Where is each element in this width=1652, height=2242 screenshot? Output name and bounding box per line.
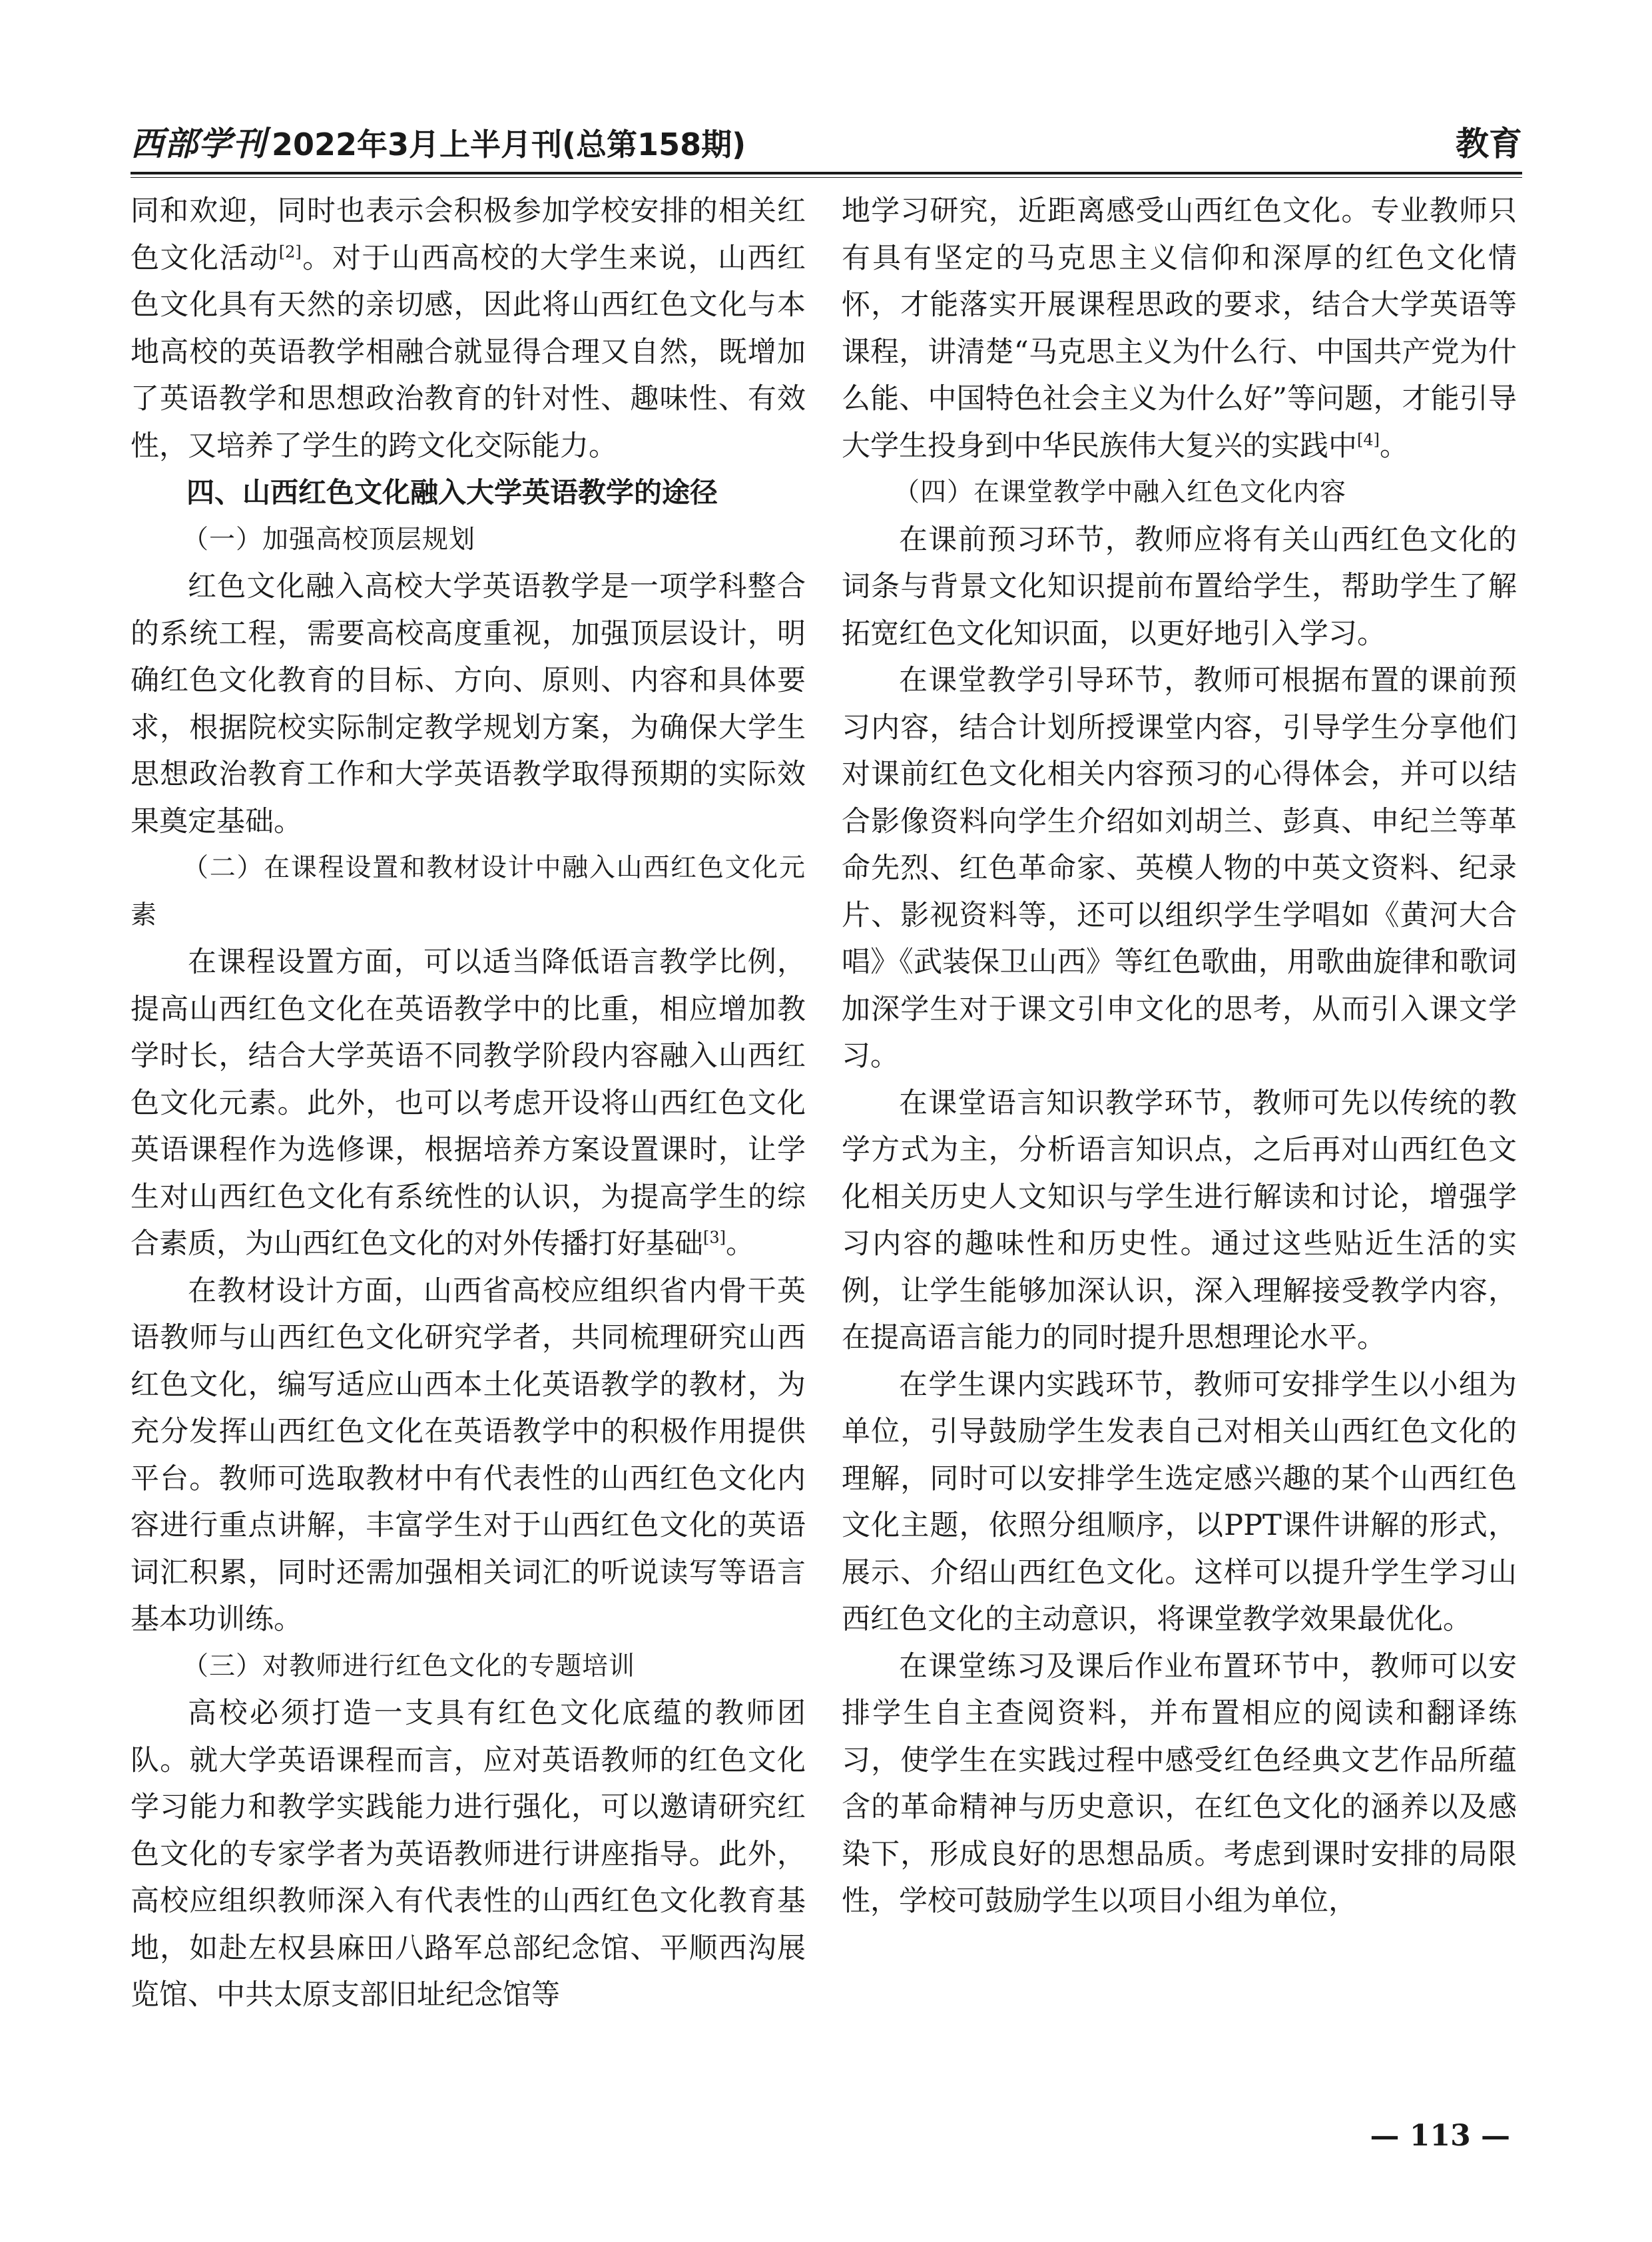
citation: [4] <box>1357 430 1380 449</box>
issue-info: 2022年3月上半月刊(总第158期) <box>272 127 746 162</box>
citation: [2] <box>278 242 302 262</box>
paragraph: 同和欢迎，同时也表示会积极参加学校安排的相关红色文化活动[2]。对于山西高校的大学生来说，山西红色文化具有天然的亲切感，因此将山西红色文化与本地高校的英语教学相融合就显得合理又自然，既增加了英语教学和思想政治教育的针对性、趣味性、有效性，又培养了学生的跨文化交际能力。 <box>131 194 806 463</box>
running-header <box>131 113 1522 165</box>
paragraph: 红色文化融入高校大学英语教学是一项学科整合的系统工程，需要高校高度重视，加强顶层设计，明确红色文化教育的目标、方向、原则、内容和具体要求，根据院校实际制定教学规划方案，为确保大学生思想政治教育工作和大学英语教学取得预期的实际效果奠定基础。 <box>131 570 806 838</box>
right-column <box>842 188 1517 1925</box>
paragraph: 高校必须打造一支具有红色文化底蕴的教师团队。就大学英语课程而言，应对英语教师的红色文化学习能力和教学实践能力进行强化，可以邀请研究红色文化的专家学者为英语教师进行讲座指导。此外，高校应组织教师深入有代表性的山西红色文化教育基地，如赴左权县麻田八路军总部纪念馆、平顺西沟展览馆、中共太原支部旧址纪念馆等 <box>131 1697 806 2012</box>
subsection-heading: （一）加强高校顶层规划 <box>182 524 476 555</box>
paragraph: 在课前预习环节，教师应将有关山西红色文化的词条与背景文化知识提前布置给学生，帮助学生了解拓宽红色文化知识面，以更好地引入学习。 <box>842 523 1517 651</box>
paragraph: 在课堂语言知识教学环节，教师可先以传统的教学方式为主，分析语言知识点，之后再对山西红色文化相关历史人文知识与学生进行解读和讨论，增强学习内容的趣味性和历史性。通过这些贴近生活的实例，让学生能够加深认识，深入理解接受教学内容，在提高语言能力的同时提升思想理论水平。 <box>842 1086 1517 1354</box>
section-label: 教育 <box>1456 125 1522 163</box>
section-heading: 四、山西红色文化融入大学英语教学的途径 <box>186 476 718 509</box>
header-rule <box>131 172 1522 174</box>
subsection-heading: （四）在课堂教学中融入红色文化内容 <box>894 477 1347 507</box>
header-rule-thin <box>131 177 1522 178</box>
paragraph: 在课程设置方面，可以适当降低语言教学比例，提高山西红色文化在英语教学中的比重，相应增加教学时长，结合大学英语不同教学阶段内容融入山西红色文化元素。此外，也可以考虑开设将山西红色文化英语课程作为选修课，根据培养方案设置课时，让学生对山西红色文化有系统性的认识，为提高学生的综合素质，为山西红色文化的对外传播打好基础[3]。 <box>131 946 806 1261</box>
citation: [3] <box>703 1228 726 1247</box>
header-left <box>131 117 746 165</box>
subsection-heading: （二）在课程设置和教材设计中融入山西红色文化元素 <box>131 853 806 930</box>
paragraph: 在课堂练习及课后作业布置环节中，教师可以安排学生自主查阅资料，并布置相应的阅读和翻译练习，使学生在实践过程中感受红色经典文艺作品所蕴含的革命精神与历史意识，在红色文化的涵养以及感染下，形成良好的思想品质。考虑到课时安排的局限性，学校可鼓励学生以项目小组为单位， <box>842 1649 1517 1918</box>
paragraph: 在学生课内实践环节，教师可安排学生以小组为单位，引导鼓励学生发表自己对相关山西红色文化的理解，同时可以安排学生选定感兴趣的某个山西红色文化主题，依照分组顺序，以PPT课件讲解的形式，展示、介绍山西红色文化。这样可以提升学生学习山西红色文化的主动意识，将课堂教学效果最优化。 <box>842 1368 1517 1636</box>
journal-logo: 西部学刊 <box>131 124 266 163</box>
subsection-heading: （三）对教师进行红色文化的专题培训 <box>182 1651 636 1681</box>
paragraph: 在课堂教学引导环节，教师可根据布置的课前预习内容，结合计划所授课堂内容，引导学生分享他们对课前红色文化相关内容预习的心得体会，并可以结合影像资料向学生介绍如刘胡兰、彭真、申纪兰等革命先烈、红色革命家、英模人物的中英文资料、纪录片、影视资料等，还可以组织学生学唱如《黄河大合唱》《武装保卫山西》等红色歌曲，用歌曲旋律和歌词加深学生对于课文引申文化的思考，从而引入课文学习。 <box>842 664 1517 1073</box>
paragraph: 在教材设计方面，山西省高校应组织省内骨干英语教师与山西红色文化研究学者，共同梳理研究山西红色文化，编写适应山西本土化英语教学的教材，为充分发挥山西红色文化在英语教学中的积极作用提供平台。教师可选取教材中有代表性的山西红色文化内容进行重点讲解，丰富学生对于山西红色文化的英语词汇积累，同时还需加强相关词汇的听说读写等语言基本功训练。 <box>131 1274 806 1636</box>
page-number: — 113 — <box>1370 2119 1510 2153</box>
paragraph: 地学习研究，近距离感受山西红色文化。专业教师只有具有坚定的马克思主义信仰和深厚的红色文化情怀，才能落实开展课程思政的要求，结合大学英语等课程，讲清楚“马克思主义为什么行、中国共产党为什么能、中国特色社会主义为什么好”等问题，才能引导大学生投身到中华民族伟大复兴的实践中[4]。 <box>842 194 1517 463</box>
left-column <box>131 188 806 2019</box>
